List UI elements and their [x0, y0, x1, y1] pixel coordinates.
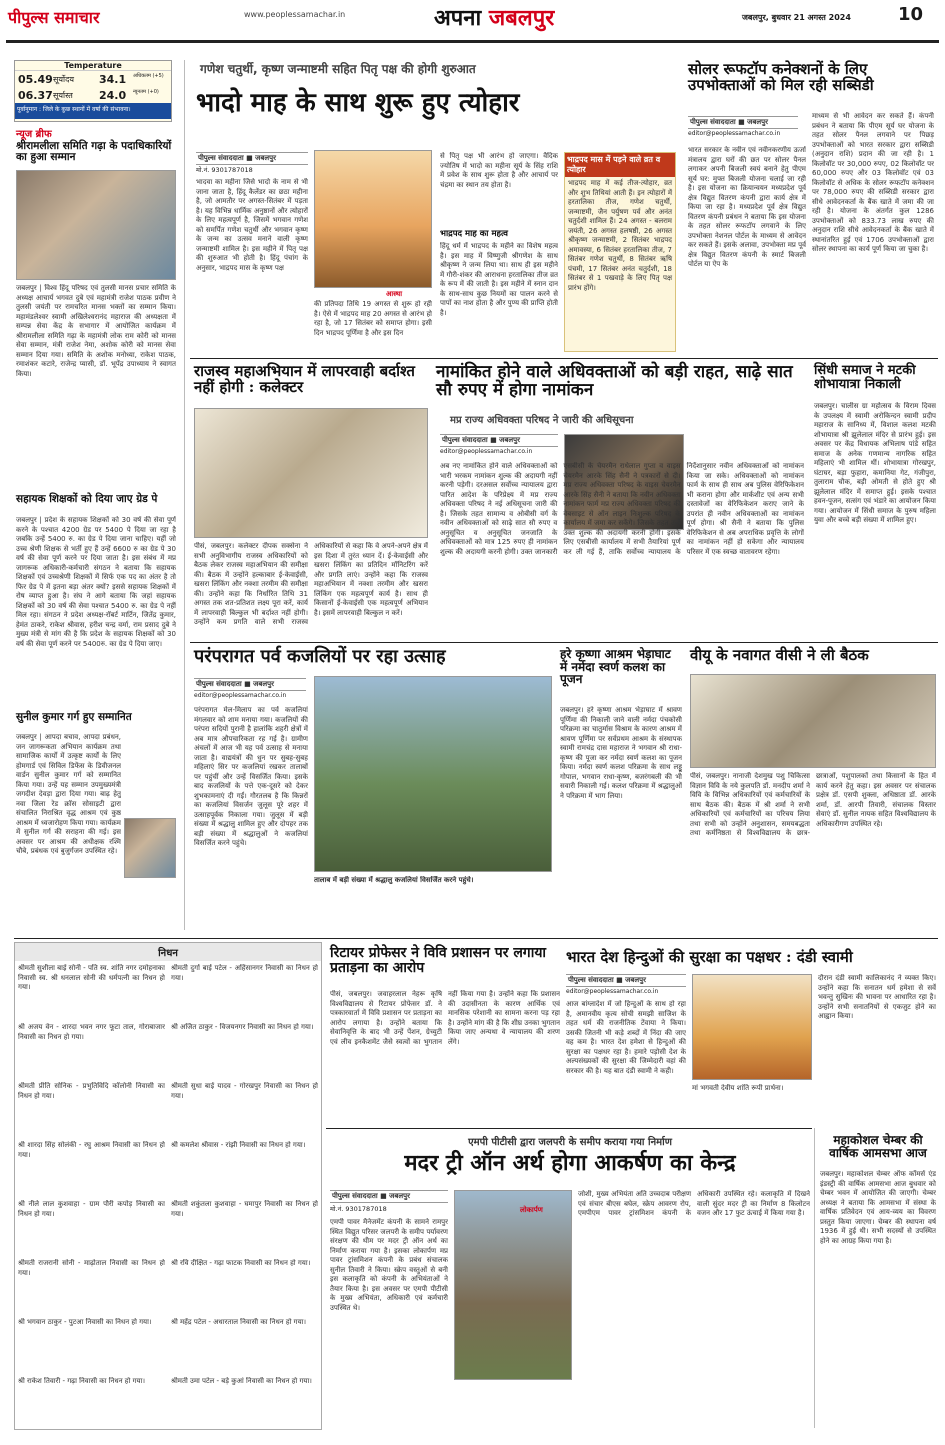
obituary-item: श्रीमती उमा पटेल - बड़े कुआं निवासी का निधन हो गया। — [171, 1377, 312, 1385]
tree-byline: पीपुल्स संवाददाता ■ जबलपुर — [330, 1190, 448, 1203]
sunset-time: 06.37 — [18, 89, 53, 102]
masthead — [0, 0, 945, 44]
masthead-rule — [6, 40, 939, 43]
lead-headline: भादो माह के साथ शुरू हुए त्योहार — [196, 88, 520, 118]
page-number: 10 — [898, 4, 924, 25]
divider-row4 — [326, 1128, 812, 1129]
obituary-item: श्री रवि दीक्षित - गढ़ा फाटक निवासी का निधन हो गया। — [171, 1259, 311, 1267]
university-photo — [690, 674, 936, 768]
solar-email: editor@peoplessamachar.co.in — [688, 130, 781, 137]
divider-row3 — [14, 938, 938, 939]
dandi-photo — [692, 974, 812, 1080]
brief3-title: सुनील कुमार गर्ग हुए सम्मानित — [16, 711, 132, 723]
collector-text: पीसं, जबलपुर। कलेक्टर दीपक सक्सेना ने सभी अनुविभागीय राजस्व अधिकारियों को बैठक लेकर राजस्व महाअभियान की समीक्षा की। बैठक में उन्होंने हल्काबार ई-केवाईसी, खसरा लिंकिंग और नक्शा तरमीम की समीक्षा की। उन्होंने कहा कि निर्धारित तिथि 31 अगस्त तक शत-प्रतिशत लक्ष्य पूरा करें, कार्य में लापरवाही बिल्कुल भी बर्दाश्त नहीं होगी। उन्होंने कम प्रगति वाले सभी राजस्व अधिकारियों से कहा कि वे अपने-अपने क्षेत्र में इस दिशा में तुरंत ध्यान दें। ई-केवाईसी और खसरा लिंकिंग का प्रतिदिन मॉनिटरिंग करें और प्रगति लाएं। उन्होंने कहा कि राजस्व महाअभियान में नक्शा तरमीम और खसरा लिंकिंग एक महत्वपूर्ण कार्य है। साथ ही किसानों ई-केवाईसी एक महत्वपूर्ण अभियान है। इसमें लापरवाही बिल्कुल न करें। — [194, 542, 428, 626]
university-headline: वीयू के नवागत वीसी ने ली बैठक — [690, 646, 869, 664]
masthead-website: www.peoplessamachar.in — [244, 10, 346, 19]
weather-title: Temperature — [15, 61, 171, 71]
obituary-item: श्री अजय वेन - शारदा भवन नगर फूटा ताल, गोराबाजार निवासी का निधन हो गया। — [18, 1023, 165, 1041]
weather-forecast: पूर्वानुमान : जिले के कुछ स्थानों में वर्षा की संभावना। — [15, 103, 171, 119]
tree-col3: जोशी, मुख्य अभियंता अति उच्चदाब परीक्षण एवं संचार बीएस बघेल, स्क्रेप आवरण रोप, एमपीएम पावर ट्रांसमिशन कंपनी के अधिकारी उपस्थित रहे। कलाकृति में दिखने वाली सुंदर मदर ट्री का निर्माण 8 किलोटन वजन और 17 फुट ऊंचाई में किया गया है। — [578, 1190, 810, 1217]
obituary-item: श्री राकेश तिवारी - गढ़ा निवासी का निधन हो गया। — [18, 1377, 146, 1385]
dandi-text: आज बांग्लादेश में जो हिन्दुओं के साथ हो रहा है, अमानवीय कृत्य सोची समझी साजिश के तहत धर्म की राजनीतिक टेंवाया ने किया। उसकी जितनी भी कड़े शब्दों में निंदा की जाए वह कम है। भारत देश हमेशा से हिन्दुओं की सुरक्षा का पक्षधर रहा है। हमारे पड़ोसी देश के अल्पसंख्यकों की सुरक्षा की जिम्मेदारी वहां की सरकार की है। यह बात दंडी स्वामी ने कही। — [566, 1000, 686, 1075]
festival-box — [564, 152, 676, 352]
advocates-kicker: मप्र राज्य अधिवक्ता परिषद ने जारी की अधिसूचना — [450, 415, 634, 426]
advocates-headline: नामांकित होने वाले अधिवक्ताओं को बड़ी राहत, साढ़े सात सौ रुपए में होगा नामांकन — [436, 362, 793, 400]
sindhi-headline: सिंधी समाज ने मटकी शोभायात्रा निकाली — [814, 363, 916, 392]
obituary-section — [14, 942, 322, 1430]
kajaliyan-headline: परंपरागत पर्व कजलियों पर रहा उत्साह — [194, 646, 446, 667]
dandi-caption: मां भगवती देवीय शांति रूपी प्रार्थना। — [692, 1084, 784, 1092]
sunrise-time: 05.49 — [18, 73, 53, 86]
brief1-text: जबलपुर | विश्व हिंदू परिषद एवं तुलसी मानस प्रचार समिति के अध्यक्ष आचार्य भगवत दुबे एवं महामंत्री राजेश पाठक प्रवीण ने तुलसी जयंती पर रामचरित मानस भक्तों का सम्मान किया। महामंडलेश्वर स्वामी अखिलेश्वरानंद महाराज की अध्यक्षता में सम्पन्न सेवा केंद्र के सभागार में आयोजित कार्यक्रम में श्रीरामलीला समिति गढ़ा के महामंत्री लोक राम कोरी को मानस सेवा सम्मान, मंत्री राजेश नेमा, अशोक कोरी को मानस सेवा सम्मान दिया गया। समिति के अशोक मनोध्या, राकेश पाठक, रमाशंकर कटारे, राजेन्द्र प्यासी, डॉ. भूपेंद्र उपाध्याय ने स्वागत किया। — [16, 284, 176, 378]
sunset-label: सूर्यास्त — [53, 91, 73, 100]
lead-subhead: भाद्रपद माह का महत्व — [440, 229, 509, 239]
section-title-a: अपना — [434, 5, 482, 31]
kajaliyan-photo — [314, 676, 552, 872]
lead-col3a: से पितृ पक्ष भी आरंभ हो जाएगा। वैदिक ज्योतिष में भादो का महीना सूर्य के सिंह राशि में प्रवेश के साथ शुरू होता है और आचार्य पर चंद्रमा का स्थान तय होता है। — [440, 152, 558, 189]
divider-row1 — [190, 358, 938, 359]
obituary-item: श्री कमलेश श्रीवास - रांझी निवासी का निधन हो गया। — [171, 1141, 306, 1149]
mahakoshal-text: जबलपुर। महाकोशल चेम्बर ऑफ कॉमर्स एंड इंडस्ट्री की वार्षिक आमसभा आज बुधवार को चेम्बर भवन में आयोजित की जाएगी। चेम्बर अध्यक्ष ने बताया कि आमसभा में संस्था के वार्षिक प्रतिवेदन एवं आय-व्यय का विवरण प्रस्तुत किया जाएगा। चेम्बर की स्थापना वर्ष 1936 में हुई थी। सभी सदस्यों से उपस्थित होने का आग्रह किया गया है। — [820, 1170, 936, 1245]
obituary-item: श्रीमती सुशीला बाई सोनी - पति स्व. शांति नगर दमोहनाका निवासी स्व. श्री धनलाल सोनी की धर्मपत्नी का निधन हो गया। — [18, 964, 165, 991]
kajaliyan-text: परंपरागत मेल-मिलाप का पर्व कजलियां मंगलवार को शाम मनाया गया। कजलियों की परंपरा सदियों पुरानी है हालांकि शहरी क्षेत्रों में अब मात्र औपचारिकता रह गई है। ग्रामीण अंचलों में आज भी यह पर्व उत्साह से मनाया जाता है। वाद्ययंत्रों की धुन पर सुबह-सुबह महिलाएं सिर पर कजलियां रखकर तालाबों पर पहुंचीं और उन्हें विसर्जित किया। इसके बाद कजलियों के पत्ते एक-दूसरे को देकर शुभकामनाएं दी गईं। गौरतलब है कि किन्नरों का कजलियां विसर्जन जुलूस पूरे शहर में उत्साहपूर्वक निकाला गया। जुलूस में बड़ी संख्या में श्रद्धालु शामिल हुए और दोपहर तक बड़ी संख्या में श्रद्धालुओं ने कजलियां विसर्जित करने पहुंचे। — [194, 706, 308, 847]
obituary-item: श्रीमती दुर्गा बाई पटेल - अहिंसानगर निवासी का निधन हो गया। — [171, 964, 318, 982]
masthead-logo: पीपुल्स समाचार — [8, 8, 100, 27]
kalash-headline: हरे कृष्णा आश्रम भेड़ाघाट में नर्मदा स्वर्ण कलश का पूजन — [560, 647, 671, 687]
brief1-photo — [16, 170, 176, 280]
divider-row2 — [190, 642, 938, 643]
max-label: अधिकतम (+5) — [133, 73, 164, 79]
section-title — [434, 2, 554, 32]
brief3-text: जबलपुर | आपदा बचाव, आपदा प्रबंधन, जन जागरूकता अभियान कार्यक्रम तथा सामाजिक कार्यों में उत्कृष्ट कार्यों के लिए होमगार्ड एवं सिविल डिफेंस के डिवीजनल वार्डन सुनील कुमार गर्ग को सम्मानित किया गया। उन्हें यह सम्मान उपमुख्यमंत्री जगदीश देवड़ा द्वारा दिया गया। बाढ़ हेतु नवा जिला रेड क्रॉस सोसाइटी द्वारा संचालित निराश्रित वृद्ध आश्रम एवं कुष्ठ आश्रम में ध्वजारोहण किया गया। कार्यक्रम में सुनील गर्ग की सराहना की गई। इस अवसर पर आश्रम की अधीक्षक रश्मि चौबे, प्रबंधक एवं बुजुर्गजन उपस्थित रहे। — [16, 733, 121, 855]
obituary-item: श्री नीले लाल कुशवाहा - ग्राम पौरी कपोड़ निवासी का निधन हो गया। — [18, 1200, 165, 1218]
professor-text: पीसं, जबलपुर। जवाहरलाल नेहरू कृषि विश्वविद्यालय से रिटायर प्रोफेसर डॉ. ने पत्रकारवार्ता में विवि प्रशासन पर प्रताड़ना का आरोप लगाया है। उन्होंने बताया कि सेवानिवृत्ति के बाद भी उन्हें पेंशन, ग्रेच्युटी एवं लीव इनकैशमेंट जैसे स्वत्वों का भुगतान नहीं किया गया है। उन्होंने कहा कि प्रशासन की उदासीनता के कारण आर्थिक एवं मानसिक परेशानी का सामना करना पड़ रहा है। उन्होंने मांग की है कि शीघ्र उनका भुगतान किया जाए अन्यथा वे न्यायालय की शरण लेंगे। — [330, 990, 560, 1046]
lead-byline: पीपुल्स संवाददाता ■ जबलपुर — [196, 152, 308, 165]
weather-box — [14, 60, 172, 122]
professor-headline: रिटायर प्रोफेसर ने विवि प्रशासन पर लगाया प्रताड़ना का आरोप — [330, 945, 547, 976]
column-divider — [184, 60, 185, 930]
dandi-headline: भारत देश हिन्दुओं की सुरक्षा का पक्षधर : दंडी स्वामी — [566, 948, 853, 966]
lead-col2: की प्रतिपदा तिथि 19 अगस्त से शुरू हो रही है। ऐसे में भाद्रपद माह 20 अगस्त से आरंभ हो रहा है, जो 17 सितंबर को समाप्त होगा। इसी दिन भाद्रपद पूर्णिमा है और इस दिन — [314, 300, 432, 337]
max-temp: 34.1 — [99, 73, 127, 86]
obituary-item: श्रीमती शकुंतला कुशवाहा - घमापुर निवासी का निधन हो गया। — [171, 1200, 318, 1218]
kalash-text: जबलपुर। हरे कृष्णा आश्रम भेड़ाघाट में श्रावण पूर्णिमा की निकाली जाने वाली नर्मदा पंचकोसी परिक्रमा का चातुर्मास विश्राम के कारण आश्रम में श्रावण पूर्णिमा पर सर्वप्रथम आश्रम के संस्थापक स्वामी रामचंद्र दास महाराज ने भगवान श्री राधा-कृष्ण की पूजा कर नर्मदा स्वर्ण कलश का पूजन किया। नर्मदा स्वर्ण कलश परिक्रमा के साथ लड्डू गोपाल, भगवान राधा-कृष्ण, बजरंगबली की भी सवारी निकाली गई। कलश परिक्रमा में श्रद्धालुओं ने परिक्रमा में भाग लिया। — [560, 706, 682, 800]
solar-col2: माध्यम से भी आवेदन कर सकते हैं। कंपनी प्रबंधन ने बताया कि पीएम सूर्य घर योजना के तहत सोलर पैनल लगवाने पर पिछड़ उपभोक्ताओं को भारत सरकार द्वारा सब्सिडी (अनुदान राशि) प्रदान की जा रही है। 1 किलोवॉट पर 30,000 रुपए, 02 किलोवॉट पर 60,000 रुपए और 03 किलोवॉट एवं 03 किलोवॉट से अधिक के सोलर रूफटॉप कनेक्शन पर 78,000 रुपए की सब्सिडी सरकार द्वारा सीधे आवेदनकर्ता के बैंक खाते में जमा की जा रही है। योजना के अंतर्गत कुल 1286 उपभोक्ताओं को 833.73 लाख रुपए की अनुदान राशि सीधे आवेदनकर्ता के बैंक खाते में स्थानांतरित हुई एवं 1706 उपभोक्ताओं द्वारा सोलर स्थापना का कार्य पूर्ण किया जा चुका है। — [812, 112, 934, 253]
kicker-top: गणेश चतुर्थी, कृष्ण जन्माष्टमी सहित पितृ पक्ष की होगी शुरुआत — [200, 62, 476, 76]
kajaliyan-byline: पीपुल्स संवाददाता ■ जबलपुर — [194, 678, 306, 691]
brief1-title: श्रीरामलीला समिति गढ़ा के पदाधिकारियों का हुआ सम्मान — [16, 140, 172, 164]
solar-headline: सोलर रूफटॉप कनेक्शनों के लिए उपभोक्ताओं को मिल रही सब्सिडी — [688, 60, 874, 94]
lead-mobile: मो.नं. 9301787018 — [196, 166, 253, 174]
solar-byline: पीपुल्स संवाददाता ■ जबलपुर — [688, 116, 798, 129]
obituary-item: श्री अजित ठाकुर - विजयनगर निवासी का निधन हो गया। — [171, 1023, 314, 1031]
brief3-photo — [124, 818, 176, 878]
sunrise-label: सूर्योदय — [53, 75, 75, 84]
advocates-email: editor@peoplessamachar.co.in — [440, 448, 533, 455]
festival-box-text: भाद्रपद माह में कई तीज-त्योहार, व्रत और शुभ तिथियां आती हैं। इन त्योहारों में हरतालिका तीज, गणेश चतुर्थी, जन्माष्टमी, जैन पर्युषण पर्व और अनंत चतुर्दशी शामिल हैं। 24 अगस्त - बलराम जयंती, 26 अगस्त हलषष्ठी, 26 अगस्त श्रीकृष्ण जन्माष्टमी, 2 सितंबर भाद्रपद अमावस्या, 6 सितंबर हरतालिका तीज, 7 सितंबर गणेश चतुर्थी, 8 सितंबर ऋषि पंचमी, 17 सितंबर अनंत चतुर्दशी, 18 सितंबर से 1 पखवाड़े के लिए पितृ पक्ष प्रारंभ होंगे। — [568, 179, 672, 292]
tree-photo — [454, 1190, 572, 1380]
university-text: पीसं, जबलपुर। नानाजी देशमुख पशु चिकित्सा विज्ञान विवि के नये कुलपति डॉ. मनदीप शर्मा ने विवि के विभिन्न अधिकारियों एवं कर्मचारियों के साथ बैठक की। बैठक में श्री शर्मा ने सभी अधिकारियों एवं कर्मचारियों का परिचय लिया तथा सभी को उन्होंने अनुशासन, समयबद्धता तथा कर्मनिष्ठता से विश्वविद्यालय के छात्र-छात्राओं, पशुपालकों तथा किसानों के हित में कार्य करने हेतु कहा। इस अवसर पर संचालक प्रक्षेत्र डॉ. एसपी शुक्ला, अधिष्ठाता डॉ. आरके शर्मा, डॉ. आरपी तिवारी, संचालक विस्तार सेवाएं डॉ. सुनील नायक सहित विश्वविद्यालय के अधिकारीगण उपस्थित रहे। — [690, 772, 936, 837]
advocates-byline: पीपुल्स संवाददाता ■ जबलपुर — [440, 434, 558, 447]
advocates-text: अब नए नामांकित होने वाले अधिवक्ताओं को भारी भरकम नामांकन शुल्क की अदायगी नहीं करनी पड़ेगी। दरअसल सर्वोच्च न्यायालय द्वारा पारित आदेश के परिप्रेक्ष्य में मप्र राज्य अधिवक्ता परिषद ने नई अधिसूचना जारी की है। जिसके तहत सामान्य व ओबीसी वर्ग के नवीन अधिवक्ताओं को साढ़े सात सौ रुपए व अनुसूचित व अनुसूचित जनजाति के अधिवक्ताओं को मात्र 125 रुपए ही नामांकन शुल्क की अदायगी करनी होगी। उक्त जानकारी एसबीसी के चेयरमैन राधेलाल गुप्ता व वाइस चेयरमैन आरके सिंह सैनी ने पत्रकारों से दी। मप्र राज्य अधिवक्ता परिषद के वाइस चेयरमैन आरके सिंह सैनी ने बताया कि नवीन अधिवक्ता नामांकन फार्म मप्र राज्य अधिवक्ता परिषद की वेबसाइट से ऑन लाइन निःशुल्क परिषद के कार्यालय में जमा कर सकेंगे। जिसके तहत उन्हें उक्त शुल्क की अदायगी करनी होगी। इसके लिए एसबीसी कार्यालय में सभी तैयारियां पूर्ण कर ली गई हैं, ताकि सर्वोच्च न्यायालय के निर्देशानुसार नवीन अधिवक्ताओं को नामांकन किया जा सके। अधिवक्ताओं को नामांकन फार्म के साथ ही साथ अब पुलिस वेरिफिकेशन भी कराना होगा और मार्कशीट एवं अन्य सभी दस्तावेजों का वेरिफिकेशन कराए जाने के उपरांत ही नवीन अधिवक्ताओं का नामांकन पूर्ण होगा। श्री सैनी ने बताया कि पुलिस वेरिफिकेशन से अब अपराधिक प्रवृत्ति के लोगों का नामांकन नहीं हो सकेगा और न्यायालय परिसर में एक स्वच्छ वातावरण रहेगा। — [440, 462, 804, 556]
kajaliyan-caption: तालाब में बड़ी संख्या में श्रद्धालु कजलियां विसर्जित करने पहुंचे। — [314, 876, 474, 884]
sindhi-text: जबलपुर। चालीस ग्रा महोत्सव के विराम दिवस के उपलक्ष्य में स्वामी अरोकिन्दन स्वामी प्रदीप महाराज के सानिध्य में, विशाल कलश मटकी शोभायात्रा श्री झूलेलाल मंदिर से प्रारंभ हुई। इस अवसर पर केंद्र विधायक अभिलाष पांडे सहित समाज के अनेक गणमान्य नागरिक सहित महिलाएं भी शामिल थीं। शोभायात्रा गोरखपुर, घंटाघर, बड़ा फुहारा, कमानिया गेट, गंजीपुरा, तुलाराम चौक, बड़ी ओमती से होते हुए श्री झूलेलाल मंदिर में समाप्त हुई। इसके पश्चात हवन-पूजन, सत्संग एवं भंडारे का आयोजन किया गया। आयोजन में सिंधी समाज के पुरुष महिला युवा और बच्चे बड़ी संख्या में शामिल हुए। — [814, 402, 936, 524]
tree-mobile: मो.नं. 9301787018 — [330, 1205, 387, 1213]
right-divider — [814, 1128, 815, 1428]
tree-text: एमपी पावर मैनेजमेंट कंपनी के सामने रामपुर स्थित विद्युत परिसर जलपरी के समीप पर्यावरण संरक्षण की थीम पर मदर ट्री ऑन अर्थ का निर्माण कराया गया है। इसका लोकार्पण मप्र पावर ट्रांसमिशन कंपनी के प्रबंध संचालक सुनील तिवारी ने किया। स्क्रेप वस्तुओं से बनी इस कलाकृति को कंपनी के अभियंताओं ने तैयार किया है। इस अवसर पर एमपी पीटीसी के मुख्य अभियंता, अधिकारी एवं कर्मचारी उपस्थित थे। — [330, 1218, 448, 1312]
section-title-b: जबलपुर — [488, 5, 555, 31]
lead-col3b: हिंदू धर्म में भाद्रपद के महीने का विशेष महत्व है। इस माह में विष्णुजी श्रीगणेश के साथ श्रीकृष्ण ने जन्म लिया था। साथ ही इस महीने में गौरी-शंकर की आराधना हरतालिका तीज व्रत के रूप में की जाती है। इस महीने में स्नान दान के साथ-साथ कुछ नियमों का पालन करने से पापों का नाश होता है और पुण्य की प्राप्ति होती है। — [440, 242, 558, 317]
festival-box-title: भाद्रपद मास में पड़ने वाले व्रत व त्योहार — [565, 153, 675, 177]
lead-col1: भादवा का महीना जिसे भादो के नाम से भी जाना जाता है, हिंदू कैलेंडर का छठा महीना है, जो आमतौर पर अगस्त-सितंबर में पड़ता है। यह विभिन्न धार्मिक अनुष्ठानों और त्योहारों के लिए महत्वपूर्ण है, जिसमें भगवान गणेश को समर्पित गणेश चतुर्थी और भगवान कृष्ण के जन्म का उत्सव मनाने वाली कृष्ण जन्माष्टमी शामिल है। इस महीने में पितृ पक्ष की शुरुआत भी होती है। हिंदू पंचांग के अनुसार, भाद्रपद मास के कृष्ण पक्ष — [196, 178, 308, 272]
obituary-label: निधन — [15, 943, 321, 961]
lead-photo-krishna — [314, 150, 432, 288]
tree-caption: लोकार्पण — [520, 1206, 543, 1214]
dateline: जबलपुर, बुधवार 21 अगस्त 2024 — [742, 13, 851, 22]
collector-photo — [194, 408, 428, 538]
tree-headline: मदर ट्री ऑन अर्थ होगा आकर्षण का केन्द्र — [404, 1150, 736, 1176]
dandi-byline: पीपुल्स संवाददाता ■ जबलपुर — [566, 974, 686, 987]
dandi-email: editor@peoplessamachar.co.in — [566, 988, 659, 995]
brief2-title: सहायक शिक्षकों को दिया जाए ग्रेड पे — [16, 493, 158, 505]
mahakoshal-headline: महाकोशल चेम्बर की वार्षिक आमसभा आज — [829, 1133, 927, 1160]
obituary-item: श्री भगवान ठाकुर - पुटआ निवासी का निधन हो गया। — [18, 1318, 152, 1326]
obituary-item: श्री शारदा सिंह सोलंकी - रघु आश्रम निवासी का निधन हो गया। — [18, 1141, 165, 1159]
tree-kicker: एमपी पीटीसी द्वारा जलपरी के समीप कराया गया निर्माण — [468, 1137, 672, 1148]
kajaliyan-email: editor@peoplessamachar.co.in — [194, 692, 287, 699]
min-temp: 24.0 — [99, 89, 127, 102]
dandi-col2: दौरान दंडी स्वामी कालिकानंद ने व्यक्त किए। उन्होंने कहा कि सनातन धर्म हमेशा से सर्वे भवन्तु सुखिनः की भावना पर आधारित रहा है। उन्होंने सभी सनातनियों से एकजुट होने का आह्वान किया। — [818, 974, 936, 1020]
solar-col1: भारत सरकार के नवीन एवं नवीनकरणीय ऊर्जा मंत्रालय द्वारा घरों की छत पर सोलर पैनल लगाकर अपनी बिजली स्वयं बनाने हेतु पीएम सूर्य घर: मुफ्त बिजली योजना चलाई जा रही है। इस योजना का क्रियान्वयन मध्यप्रदेश पूर्व क्षेत्र विद्युत वितरण कंपनी द्वारा कार्य क्षेत्र में किया जा रहा है। मध्यप्रदेश पूर्व क्षेत्र विद्युत वितरण कंपनी प्रबंधन ने बताया कि इस योजना के तहत सोलर रूफटॉप लगवाने के लिए उपभोक्ता नेशनल पोर्टल के माध्यम से आवेदन कर सकते हैं। इसके अलावा, उपभोक्ता मप्र पूर्व क्षेत्र विद्युत वितरण कंपनी के स्मार्ट बिजली पोर्टल या ऐप के — [688, 146, 806, 268]
collector-headline: राजस्व महाअभियान में लापरवाही बर्दाश्त नहीं होगी : कलेक्टर — [194, 362, 415, 396]
news-brief-label: न्यूज ब्रीफ — [16, 129, 52, 140]
obituary-item: श्रीमती सुधा बाई यादव - गोरखपुर निवासी का निधन हो गया। — [171, 1082, 318, 1100]
min-label: न्यूनतम (+0) — [133, 89, 159, 95]
brief2-text: जबलपुर | प्रदेश के सहायक शिक्षकों को 30 वर्ष की सेवा पूर्ण करने के पश्चात 4200 ग्रेड पर 5400 पे दिया जा रहा है जबकि उन्हें 5400 रु. का ग्रेड पे दिया जाना चाहिए। यहीं जो उच्च श्रेणी शिक्षक से भर्ती हुए हैं उन्हें 6600 रु का ग्रेड पे 30 वर्ष की सेवा पूर्ण करने पर दिया जाता है। इस संबंध में मप्र जागरूक अधिकारी-कर्मचारी संगठन ने बताया कि सहायक शिक्षकों एवं उच्चश्रेणी शिक्षकों में सिर्फ एक पद का अंतर है तो फिर ग्रेड पे में इतना बड़ा अंतर क्यों? इससे सहायक शिक्षकों में रोष व्याप्त हुआ है। संघ ने आगे बताया कि जहां सहायक शिक्षकों को 30 वर्ष की सेवा पश्चात 5400 रु. का ग्रेड पे नहीं मिल रहा। संगठन ने प्रदेश अध्यक्ष-रॉबर्ट मार्टिन, जितेंद्र कुमार, हेमंत ठाकरे, राकेश श्रीवास, हरीश चन्द्र वर्मा, राम प्रसाद दुबे ने मुख्य मंत्री से मांग की है कि प्रदेश के सहायक शिक्षकों को 30 वर्ष की सेवा पूर्ण करने पर 5400रु. का ग्रेड पे दिया जाए। — [16, 516, 176, 648]
lead-photo-caption: आस्था — [386, 290, 403, 298]
obituary-item: श्रीमती राजरानी सोनी - माढ़ोताल निवासी का निधन हो गया। — [18, 1259, 165, 1277]
obituary-item: श्रीमती प्रीति सोनिक - प्रभुतिविदि कॉलोनी निवासी का निधन हो गया। — [18, 1082, 165, 1100]
obituary-item: श्री महेंद्र पटेल - अधारताल निवासी का निधन हो गया। — [171, 1318, 307, 1326]
